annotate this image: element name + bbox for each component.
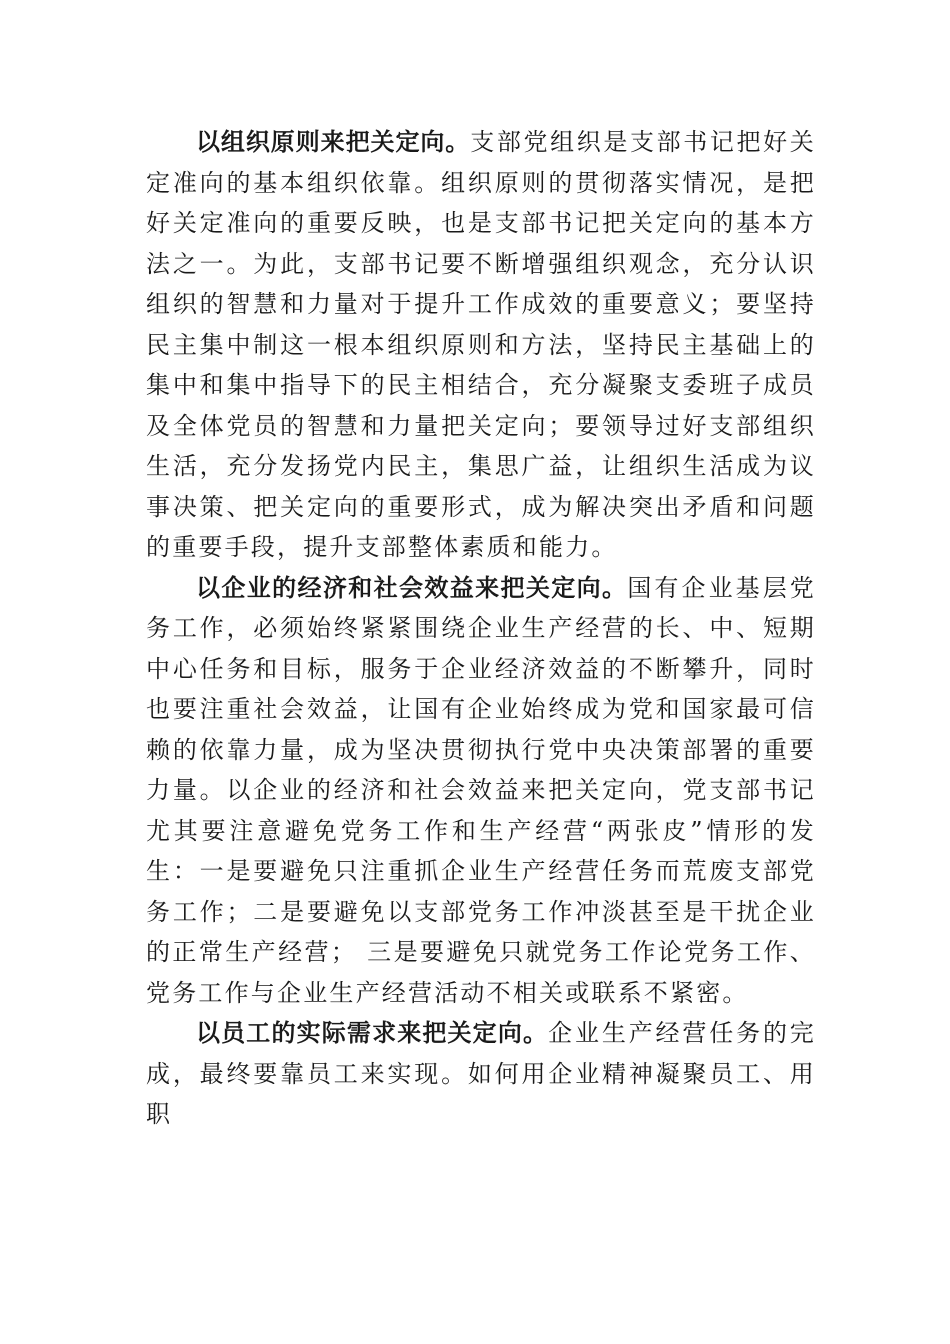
paragraph-economic-social-benefit [146,568,816,1014]
paragraph-heading: 以企业的经济和社会效益来把关定向。 [196,573,628,602]
paragraph-text: 企业生产经营任务的完成，最终要靠员工来实现。如何用企业精神凝聚员工、用职 [146,1019,817,1128]
paragraph-organization-principle [146,122,816,568]
paragraph-employee-needs [146,1013,816,1135]
paragraph-text: 国有企业基层党务工作，必须始终紧紧围绕企业生产经营的长、中、短期中心任务和目标，服务于企业经济效益的不断攀升，同时也要注重社会效益，让国有企业始终成为党和国家最可信赖的依靠力量，成为坚决贯彻执行党中央决策部署的重要力量。以企业的经济和社会效益来把关定向，党支部书记尤其要注意避免党务工作和生产经营“两张皮”情形的发生：一是要避免只注重抓企业生产经营任务而荒废支部党务工作；二是要避免以支部党务工作冲淡甚至是干扰企业的正常生产经营； 三是要避免只就党务工作论党务工作、党务工作与企业生产经营活动不相关或联系不紧密。 [146,573,817,1007]
paragraph-heading: 以组织原则来把关定向。 [196,128,471,156]
paragraph-text: 支部党组织是支部书记把好关定准向的基本组织依靠。组织原则的贯彻落实情况，是把好关定准向的重要反映，也是支部书记把关定向的基本方法之一。为此，支部书记要不断增强组织观念，充分认识组织的智慧和力量对于提升工作成效的重要意义；要坚持民主集中制这一根本组织原则和方法，坚持民主基础上的集中和集中指导下的民主相结合，充分凝聚支委班子成员及全体党员的智慧和力量把关定向；要领导过好支部组织生活，充分发扬党内民主，集思广益，让组织生活成为议事决策、把关定向的重要形式，成为解决突出矛盾和问题的重要手段，提升支部整体素质和能力。 [146,128,816,561]
paragraph-heading: 以员工的实际需求来把关定向。 [196,1019,549,1047]
document-body [146,122,816,1135]
